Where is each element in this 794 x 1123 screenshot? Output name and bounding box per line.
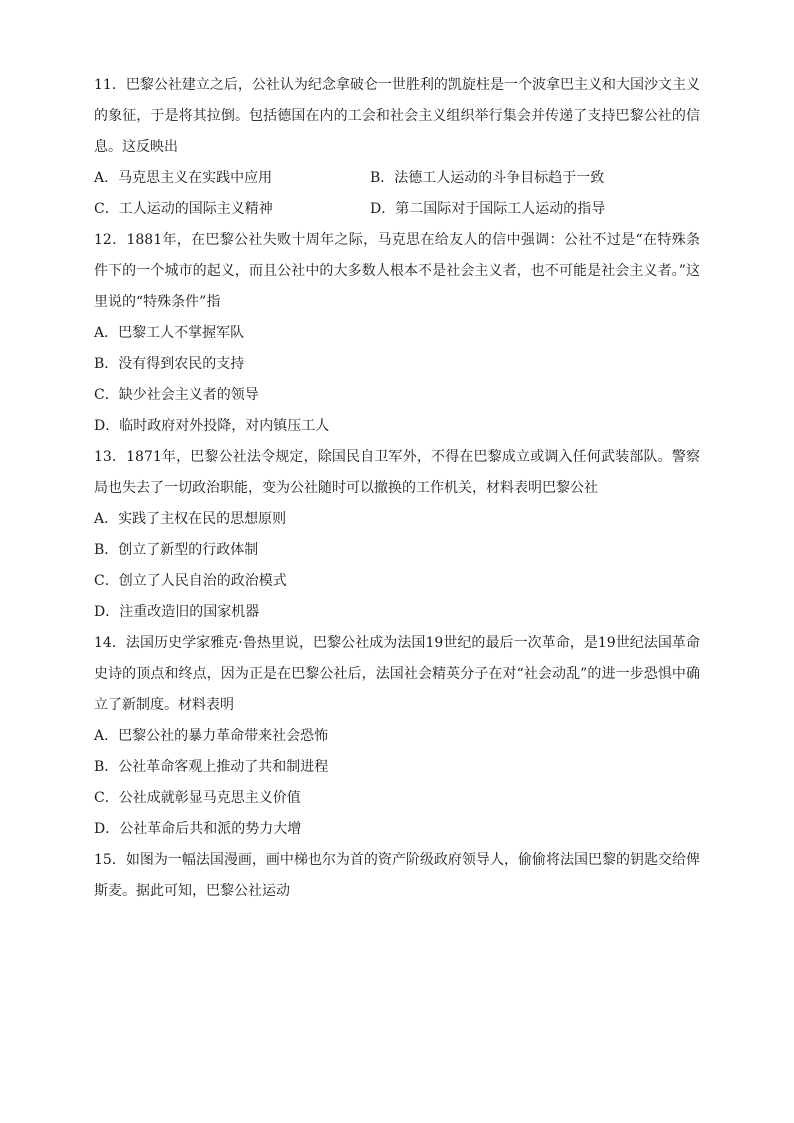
option-a: A．马克思主义在实践中应用 <box>94 170 273 186</box>
option-b: B．没有得到农民的支持 <box>94 356 245 372</box>
option-a: A．巴黎公社的暴力革命带来社会恐怖 <box>94 728 329 744</box>
question-12 <box>94 225 700 442</box>
option-d: D．第二国际对于国际工人运动的指导 <box>370 201 606 217</box>
option-d: D．注重改造旧的国家机器 <box>94 604 260 620</box>
question-stem: 12．1881年，在巴黎公社失败十周年之际，马克思在给友人的信中强调：公社不过是“在特殊条件下的一个城市的起义，而且公社中的大多数人根本不是社会主义者，也不可能是社会主义者。”这里说的“特殊条件”指 <box>94 232 700 310</box>
option-b: B．法德工人运动的斗争目标趋于一致 <box>370 170 605 186</box>
option-b: B．公社革命客观上推动了共和制进程 <box>94 759 329 775</box>
question-14 <box>94 628 700 845</box>
option-c: C．创立了人民自治的政治模式 <box>94 573 287 589</box>
question-15 <box>94 845 700 907</box>
question-stem: 11．巴黎公社建立之后，公社认为纪念拿破仑一世胜利的凯旋柱是一个波拿巴主义和大国沙文主义的象征，于是将其拉倒。包括德国在内的工会和社会主义组织举行集会并传递了支持巴黎公社的信息。这反映出 <box>94 77 700 155</box>
option-d: D．临时政府对外投降，对内镇压工人 <box>94 418 330 434</box>
option-a: A．实践了主权在民的思想原则 <box>94 511 287 527</box>
option-a: A．巴黎工人不掌握军队 <box>94 325 245 341</box>
option-b: B．创立了新型的行政体制 <box>94 542 259 558</box>
exam-page <box>94 70 700 907</box>
option-row <box>94 194 700 225</box>
question-stem: 13．1871年，巴黎公社法令规定，除国民自卫军外，不得在巴黎成立或调入任何武装部队。警察局也失去了一切政治职能，变为公社随时可以撤换的工作机关，材料表明巴黎公社 <box>94 449 700 496</box>
question-11 <box>94 70 700 225</box>
question-stem: 14．法国历史学家雅克·鲁热里说，巴黎公社成为法国19世纪的最后一次革命，是19世纪法国革命史诗的顶点和终点，因为正是在巴黎公社后，法国社会精英分子在对“社会动乱”的进一步恐惧中确立了新制度。材料表明 <box>94 635 700 713</box>
option-c: C．工人运动的国际主义精神 <box>94 201 273 217</box>
option-c: C．公社成就彰显马克思主义价值 <box>94 790 301 806</box>
option-row <box>94 163 700 194</box>
question-stem: 15．如图为一幅法国漫画，画中梯也尔为首的资产阶级政府领导人，偷偷将法国巴黎的钥匙交给俾斯麦。据此可知，巴黎公社运动 <box>94 852 700 899</box>
option-c: C．缺少社会主义者的领导 <box>94 387 259 403</box>
option-d: D．公社革命后共和派的势力大增 <box>94 821 302 837</box>
question-13 <box>94 442 700 628</box>
